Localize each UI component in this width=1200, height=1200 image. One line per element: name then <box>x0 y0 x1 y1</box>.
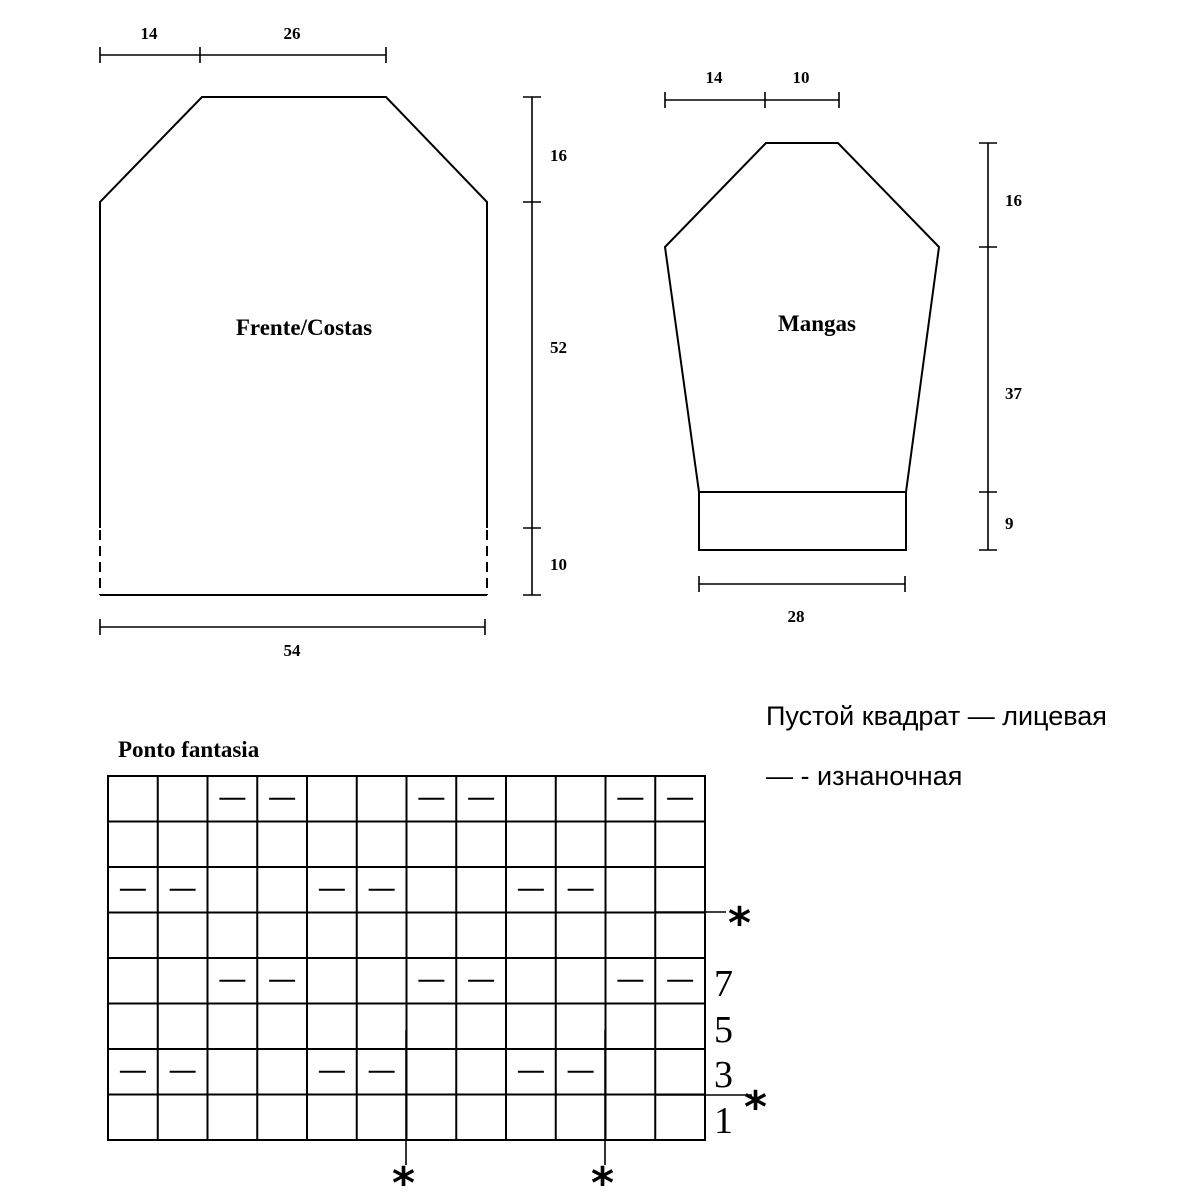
sleeve-top-right-dim: 10 <box>792 68 810 87</box>
row-repeat-marker-top <box>656 898 751 949</box>
column-repeat-marker-left <box>392 1030 415 1200</box>
repeat-asterisk-row-top: * <box>728 898 752 949</box>
front-back-top-dimension <box>100 24 386 63</box>
front-back-outline <box>100 97 487 528</box>
front-back-neck-dim: 26 <box>283 24 301 43</box>
row-repeat-marker-bottom <box>656 1082 767 1133</box>
front-back-rib-dim: 10 <box>550 555 567 574</box>
row-number-1: 1 <box>714 1100 733 1142</box>
row-number-7: 7 <box>714 963 733 1005</box>
sleeve-width-dimension <box>699 576 905 626</box>
legend <box>766 701 1107 791</box>
column-repeat-marker-right <box>591 1030 614 1200</box>
front-back-piece <box>100 24 567 660</box>
front-back-raglan-dim: 16 <box>550 146 567 165</box>
sleeve-height-dim: 37 <box>1005 384 1022 403</box>
row-number-3: 3 <box>714 1054 733 1096</box>
sleeve-cuff-dim: 9 <box>1005 514 1014 533</box>
sleeve-top-dimension <box>665 68 839 108</box>
front-back-height-dimension <box>523 97 567 595</box>
front-back-width-dim: 54 <box>283 641 301 660</box>
repeat-asterisk-row-bottom: * <box>744 1082 768 1133</box>
sleeve-raglan-dim: 16 <box>1005 191 1022 210</box>
repeat-asterisk-col-right: * <box>591 1158 615 1200</box>
stitch-chart <box>108 737 767 1200</box>
front-back-title: Frente/Costas <box>235 315 373 340</box>
front-back-shoulder-dim: 14 <box>140 24 158 43</box>
front-back-body-dim: 52 <box>550 338 567 357</box>
row-number-5: 5 <box>714 1009 733 1051</box>
sleeve-piece <box>665 68 1023 626</box>
sleeve-top-left-dim: 14 <box>705 68 723 87</box>
legend-purl: — - изнаночная <box>766 761 963 791</box>
sleeve-width-dim: 28 <box>787 607 805 626</box>
sleeve-title: Mangas <box>778 311 856 336</box>
sleeve-cuff <box>699 492 906 550</box>
repeat-asterisk-col-left: * <box>392 1158 416 1200</box>
front-back-width-dimension <box>100 619 485 660</box>
legend-knit: Пустой квадрат — лицевая <box>766 701 1107 731</box>
sleeve-height-dimension <box>979 143 1023 550</box>
chart-title: Ponto fantasia <box>118 737 260 762</box>
